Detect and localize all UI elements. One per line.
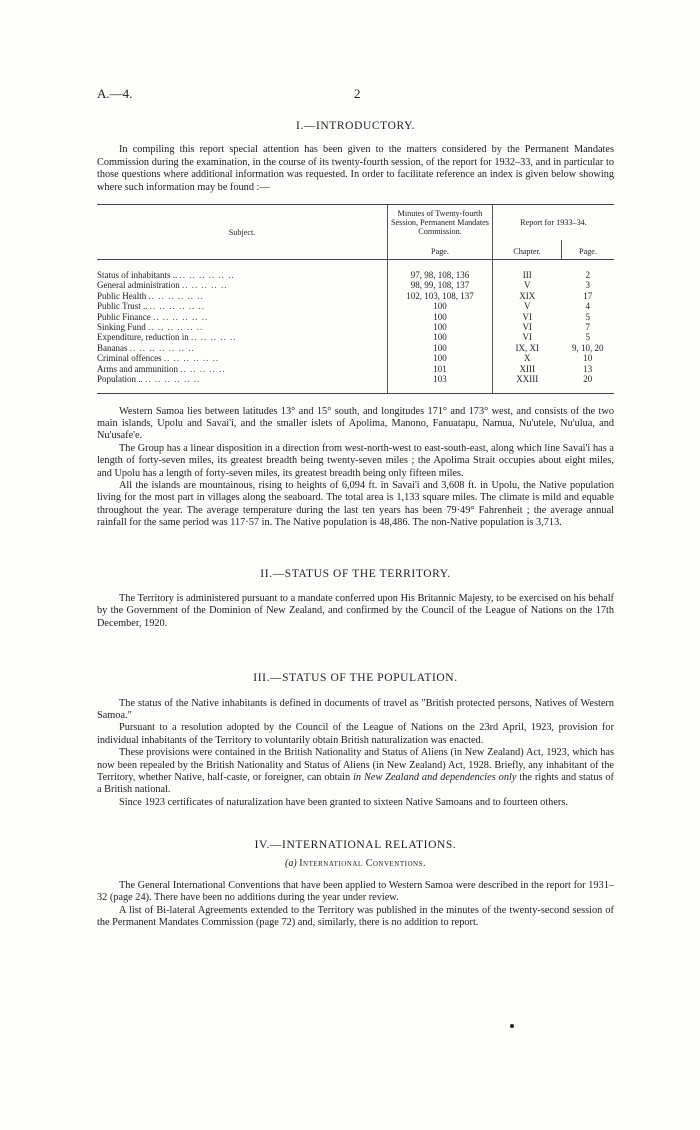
leader-dots: .. .. .. .. ..: [181, 280, 228, 291]
subsection-title: [97, 858, 614, 870]
section-title-population: III.—STATUS OF THE POPULATION.: [253, 672, 458, 685]
row-subject: Sinking Fund: [97, 322, 146, 333]
column-header-minutes: Minutes of Twenty-fourth Session, Permanent Mandates Commission.: [388, 205, 493, 241]
row-page: 3: [585, 280, 590, 291]
row-subject: Public Trust ..: [97, 301, 148, 312]
geography-paragraph-3: All the islands are mountainous, rising to heights of 6,094 ft. in Savai'i and 3,608 ft. in Upolu, the Native population living for the most part in villages along the seaboard. The total area is 1,133 square miles. The climate is mild and equable throughout the year. The average temperature during the last ten years has been 79·49° Fahrenheit ; the average annual rainfall for the same period was 117·57 in. The Native population is 48,486. The non-Native population is 3,713.: [97, 479, 614, 529]
leader-dots: .. .. .. .. .. ..: [145, 374, 201, 385]
table-row: [97, 353, 614, 363]
row-minutes-page: 97, 98, 108, 136: [388, 260, 493, 281]
row-page: 2: [585, 270, 590, 281]
population-p3-italic: in New Zealand and dependencies only: [353, 772, 517, 784]
relations-paragraph-1: The General International Conventions that have been applied to Western Samoa were described in the report for 1931–32 (page 24). There have been no additions during the year under review.: [97, 880, 614, 904]
leader-dots: .. .. .. .. ..: [190, 332, 237, 343]
row-chapter: XXIII: [516, 374, 539, 385]
table-row: [97, 374, 614, 392]
row-subject: General administration: [97, 280, 180, 291]
population-paragraph-4: Since 1923 certificates of naturalization have been granted to sixteen Native Samoans and to fourteen others.: [119, 796, 568, 808]
geography-paragraph-2: The Group has a linear disposition in a direction from west-north-west to east-south-east, along which line Savai'i has a length of forty-seven miles, its greatest breadth being twenty-seven miles ; the Apolima Strait occupies about eight miles, and Upolu has a length of forty-seven miles, its greatest breadth being only fifteen miles.: [97, 442, 614, 479]
row-chapter: XIII: [519, 363, 535, 374]
section-status-territory: [97, 568, 614, 631]
row-minutes-page: 100: [388, 332, 493, 342]
row-page: 20: [583, 374, 593, 385]
section-title-introductory: I.—INTRODUCTORY.: [295, 120, 416, 132]
row-subject: Status of inhabitants ..: [97, 270, 178, 281]
row-page: 9, 10, 20: [572, 342, 604, 353]
territory-paragraph: The Territory is administered pursuant to a mandate conferred upon His Britannic Majesty, to be exercised on his behalf by the Government of the Dominion of New Zealand, and confirmed by the Council of the League of Nations on the 17th December, 1920.: [97, 592, 614, 629]
row-minutes-page: 100: [388, 322, 493, 332]
row-subject: Expenditure, reduction in: [97, 332, 189, 343]
leader-dots: .. .. .. .. .. ..: [148, 290, 204, 301]
population-paragraph-2: Pursuant to a resolution adopted by the Council of the League of Nations on the 23rd April, 1923, provision for individual inhabitants of the Territory to voluntarily obtain British naturalization was enacted.: [97, 722, 614, 746]
table-row: [97, 260, 614, 281]
row-minutes-page: 101: [388, 364, 493, 374]
row-page: 13: [583, 363, 593, 374]
subheader-page-report: Page.: [562, 240, 615, 260]
row-chapter: XIX: [519, 290, 536, 301]
leader-dots: .. .. .. .. .. ..: [153, 311, 209, 322]
row-page: 17: [583, 290, 593, 301]
row-page: 5: [585, 311, 590, 322]
row-chapter: X: [524, 353, 531, 364]
subheader-chapter: Chapter.: [493, 240, 562, 260]
section-status-population: [97, 672, 614, 809]
population-p3-text-a: These provisions were contained in the British Nationality and Status of Aliens (in New Zealand) Act, 1923, which has now been repealed by the British Nationality and Status of Aliens (in New Zealand) Act, 1928. Briefly, any inhabitant of the Territory, whether Native, half-caste, or foreigner, can obtain: [97, 747, 614, 784]
intro-paragraph: In compiling this report special attention has been given to the matters considered by the Permanent Mandates Commission during the examination, in the course of its twenty-fourth session, of the report for 1932–33, and in particular to those questions where additional information was requested. In order to facilitate reference an index is given below showing where such information may be found :—: [97, 144, 614, 193]
row-minutes-page: 100: [388, 301, 493, 311]
row-chapter: V: [524, 280, 531, 291]
row-page: 4: [585, 301, 590, 312]
leader-dots: .. .. .. .. .. ..: [179, 270, 235, 281]
row-subject: Criminal offences: [97, 353, 162, 364]
row-subject: Public Finance: [97, 311, 151, 322]
row-minutes-page: 103: [388, 374, 493, 392]
subsection-name: International Conventions.: [299, 857, 426, 869]
leader-dots: .. .. .. .. .. .. ..: [129, 342, 195, 353]
row-minutes-page: 100: [388, 353, 493, 363]
row-subject: Arms and ammunition: [97, 363, 178, 374]
table-row: [97, 343, 614, 353]
row-page: 7: [585, 322, 590, 333]
population-p3-text-b: the rights and status of a British national.: [97, 772, 614, 796]
row-chapter: VI: [522, 311, 532, 322]
section-title-territory: II.—STATUS OF THE TERRITORY.: [260, 567, 451, 580]
row-minutes-page: 98, 99, 108, 137: [388, 280, 493, 290]
relations-paragraph-2: A list of Bi-lateral Agreements extended to the Territory was published in the minutes of the twenty-second session of the Permanent Mandates Commission (page 72) and, similarly, there is no addition to report.: [97, 904, 614, 929]
table-row: [97, 364, 614, 374]
index-table: [97, 204, 614, 392]
column-header-report: Report for 1933–34.: [493, 205, 615, 241]
geography-paragraph-1: Western Samoa lies between latitudes 13° and 15° south, and longitudes 171° and 173° west, and consists of the two main islands, Upolu and Savai'i, and the smaller islets of Apolima, Manono, Fanuatapu, Namua, Nu'utele, Nu'ulua, and Nu'usafe'e.: [97, 405, 614, 442]
table-row: [97, 332, 614, 342]
subheader-page: Page.: [388, 240, 493, 260]
table-row: [97, 280, 614, 290]
section-international-relations: [97, 839, 614, 929]
table-row: [97, 312, 614, 322]
document-reference: A.—4.: [97, 86, 133, 101]
row-subject: Public Health: [97, 290, 147, 301]
table-row: [97, 291, 614, 301]
page-number: 2: [354, 86, 361, 101]
page-content: [97, 120, 614, 930]
population-paragraph-3: [97, 747, 614, 797]
table-bottom-rule: [97, 393, 614, 394]
subsection-letter: (a): [285, 857, 297, 869]
stray-dot-mark: [510, 1024, 514, 1028]
row-page: 5: [585, 332, 590, 343]
row-minutes-page: 100: [388, 312, 493, 322]
column-header-subject: Subject.: [97, 205, 388, 260]
leader-dots: .. .. .. .. .. ..: [148, 322, 204, 333]
row-chapter: III: [522, 270, 532, 281]
population-paragraph-1: The status of the Native inhabitants is defined in documents of travel as "British protected persons, Natives of Western Samoa.": [97, 697, 614, 721]
row-subject: Bananas: [97, 342, 128, 353]
table-row: [97, 322, 614, 332]
row-minutes-page: 102, 103, 108, 137: [388, 291, 493, 301]
row-minutes-page: 100: [388, 343, 493, 353]
row-page: 10: [583, 353, 593, 364]
row-chapter: VI: [522, 322, 532, 333]
row-chapter: IX, XI: [515, 342, 539, 353]
row-chapter: V: [524, 301, 531, 312]
leader-dots: .. .. .. .. ..: [180, 363, 226, 374]
row-subject: Population ..: [97, 374, 143, 385]
leader-dots: .. .. .. .. .. ..: [163, 353, 220, 364]
row-chapter: VI: [522, 332, 532, 343]
leader-dots: .. .. .. .. .. ..: [149, 301, 206, 312]
section-introductory: [97, 120, 614, 530]
table-row: [97, 301, 614, 311]
section-title-relations: IV.—INTERNATIONAL RELATIONS.: [254, 839, 457, 852]
